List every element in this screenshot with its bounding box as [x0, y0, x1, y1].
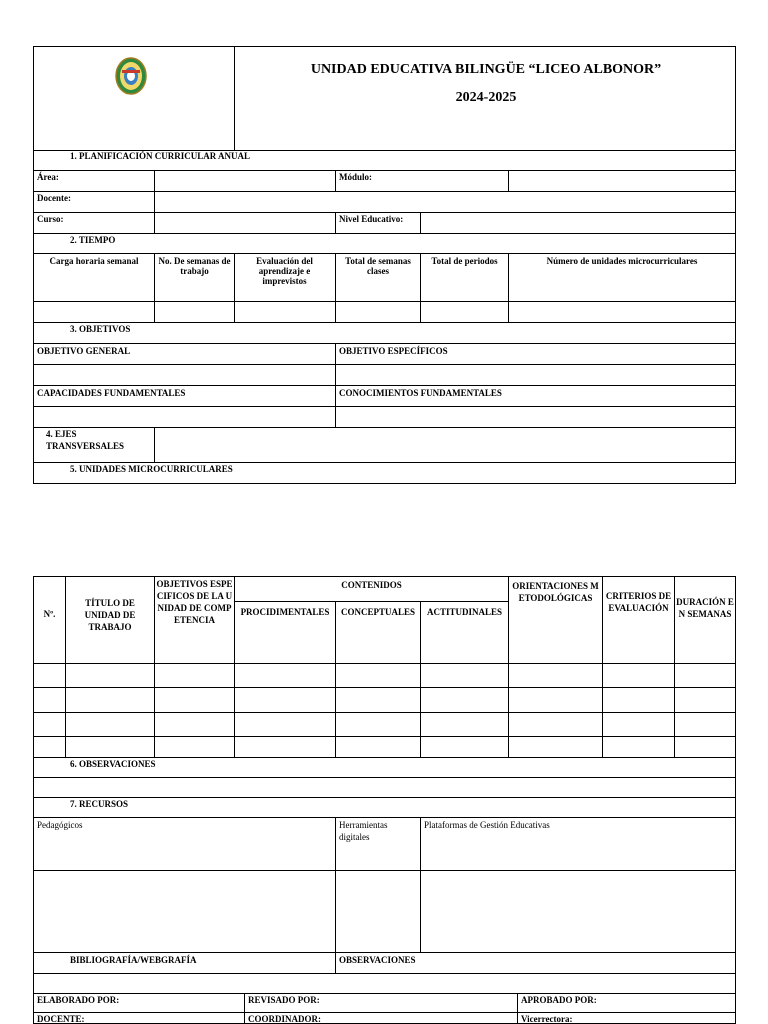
header-evaluacion: Evaluación del aprendizaje e imprevistos	[256, 256, 313, 286]
curso-label: Curso:	[37, 214, 64, 224]
col-objetivos-especificos: OBJETIVOS ESPECIFICOS DE LA UNIDAD DE COMPETENCIA	[156, 579, 233, 625]
docente-signature-label: DOCENTE:	[37, 1014, 85, 1024]
header-total-periodos: Total de periodos	[431, 256, 498, 266]
section-title-objetivos: 3. OBJETIVOS	[70, 324, 131, 334]
section-title-planificacion: 1. PLANIFICACIÓN CURRICULAR ANUAL	[70, 151, 251, 161]
header-total-semanas: Total de semanas clases	[345, 256, 411, 276]
col-orientaciones: ORIENTACIONES METODOLÓGICAS	[512, 581, 599, 603]
col-duracion: DURACIÓN EN SEMANAS	[676, 597, 734, 619]
vicerrectora-signature-label: Vicerrectora:	[521, 1014, 573, 1024]
ejes-label-line2: TRANSVERSALES	[46, 441, 125, 451]
docente-label: Docente:	[37, 193, 71, 203]
modulo-label: Módulo:	[339, 172, 373, 182]
col-contenidos: CONTENIDOS	[341, 580, 402, 590]
section-title-tiempo: 2. TIEMPO	[70, 235, 116, 245]
observaciones-label: OBSERVACIONES	[339, 955, 416, 965]
bibliografia-label: BIBLIOGRAFÍA/WEBGRAFÍA	[70, 955, 197, 965]
header-unidades-microcurriculares: Número de unidades microcurriculares	[546, 256, 698, 266]
elaborado-por-label: ELABORADO POR:	[37, 995, 120, 1005]
herramientas-label-line1: Herramientas	[339, 820, 388, 830]
ejes-label-line1: 4. EJES	[46, 429, 77, 439]
col-criterios: CRITERIOS DE EVALUACIÓN	[605, 591, 672, 613]
revisado-por-label: REVISADO POR:	[248, 995, 320, 1005]
plataformas-label: Plataformas de Gestión Educativas	[424, 820, 550, 830]
objetivo-general-label: OBJETIVO GENERAL	[37, 346, 131, 356]
conocimientos-label: CONOCIMIENTOS FUNDAMENTALES	[339, 388, 502, 398]
section-title-recursos: 7. RECURSOS	[70, 799, 129, 809]
herramientas-label-line2: digitales	[339, 832, 370, 842]
school-year: 2024-2025	[455, 90, 517, 105]
coordinador-signature-label: COORDINADOR:	[248, 1014, 321, 1024]
col-conceptuales: CONCEPTUALES	[340, 607, 415, 617]
capacidades-label: CAPACIDADES FUNDAMENTALES	[37, 388, 186, 398]
area-label: Área:	[37, 172, 59, 182]
col-procedimentales: PROCIDIMENTALES	[240, 607, 330, 617]
section-title-observaciones: 6. OBSERVACIONES	[70, 759, 156, 769]
objetivo-especificos-label: OBJETIVO ESPECÍFICOS	[339, 346, 448, 356]
header-semanas-trabajo: No. De semanas de trabajo	[158, 256, 231, 276]
col-no: Nº.	[43, 609, 56, 619]
school-name-title: UNIDAD EDUCATIVA BILINGÜE “LICEO ALBONOR”	[310, 62, 662, 77]
col-actitudinales: ACTITUDINALES	[426, 607, 503, 617]
school-crest-icon	[114, 56, 148, 96]
nivel-educativo-label: Nivel Educativo:	[339, 214, 404, 224]
header-carga-horaria: Carga horaria semanal	[49, 256, 139, 266]
col-titulo-unidad: TÍTULO DE UNIDAD DE TRABAJO	[84, 598, 136, 632]
section-title-unidades: 5. UNIDADES MICROCURRICULARES	[70, 464, 233, 474]
aprobado-por-label: APROBADO POR:	[521, 995, 597, 1005]
pedagogicos-label: Pedagógicos	[37, 820, 83, 830]
